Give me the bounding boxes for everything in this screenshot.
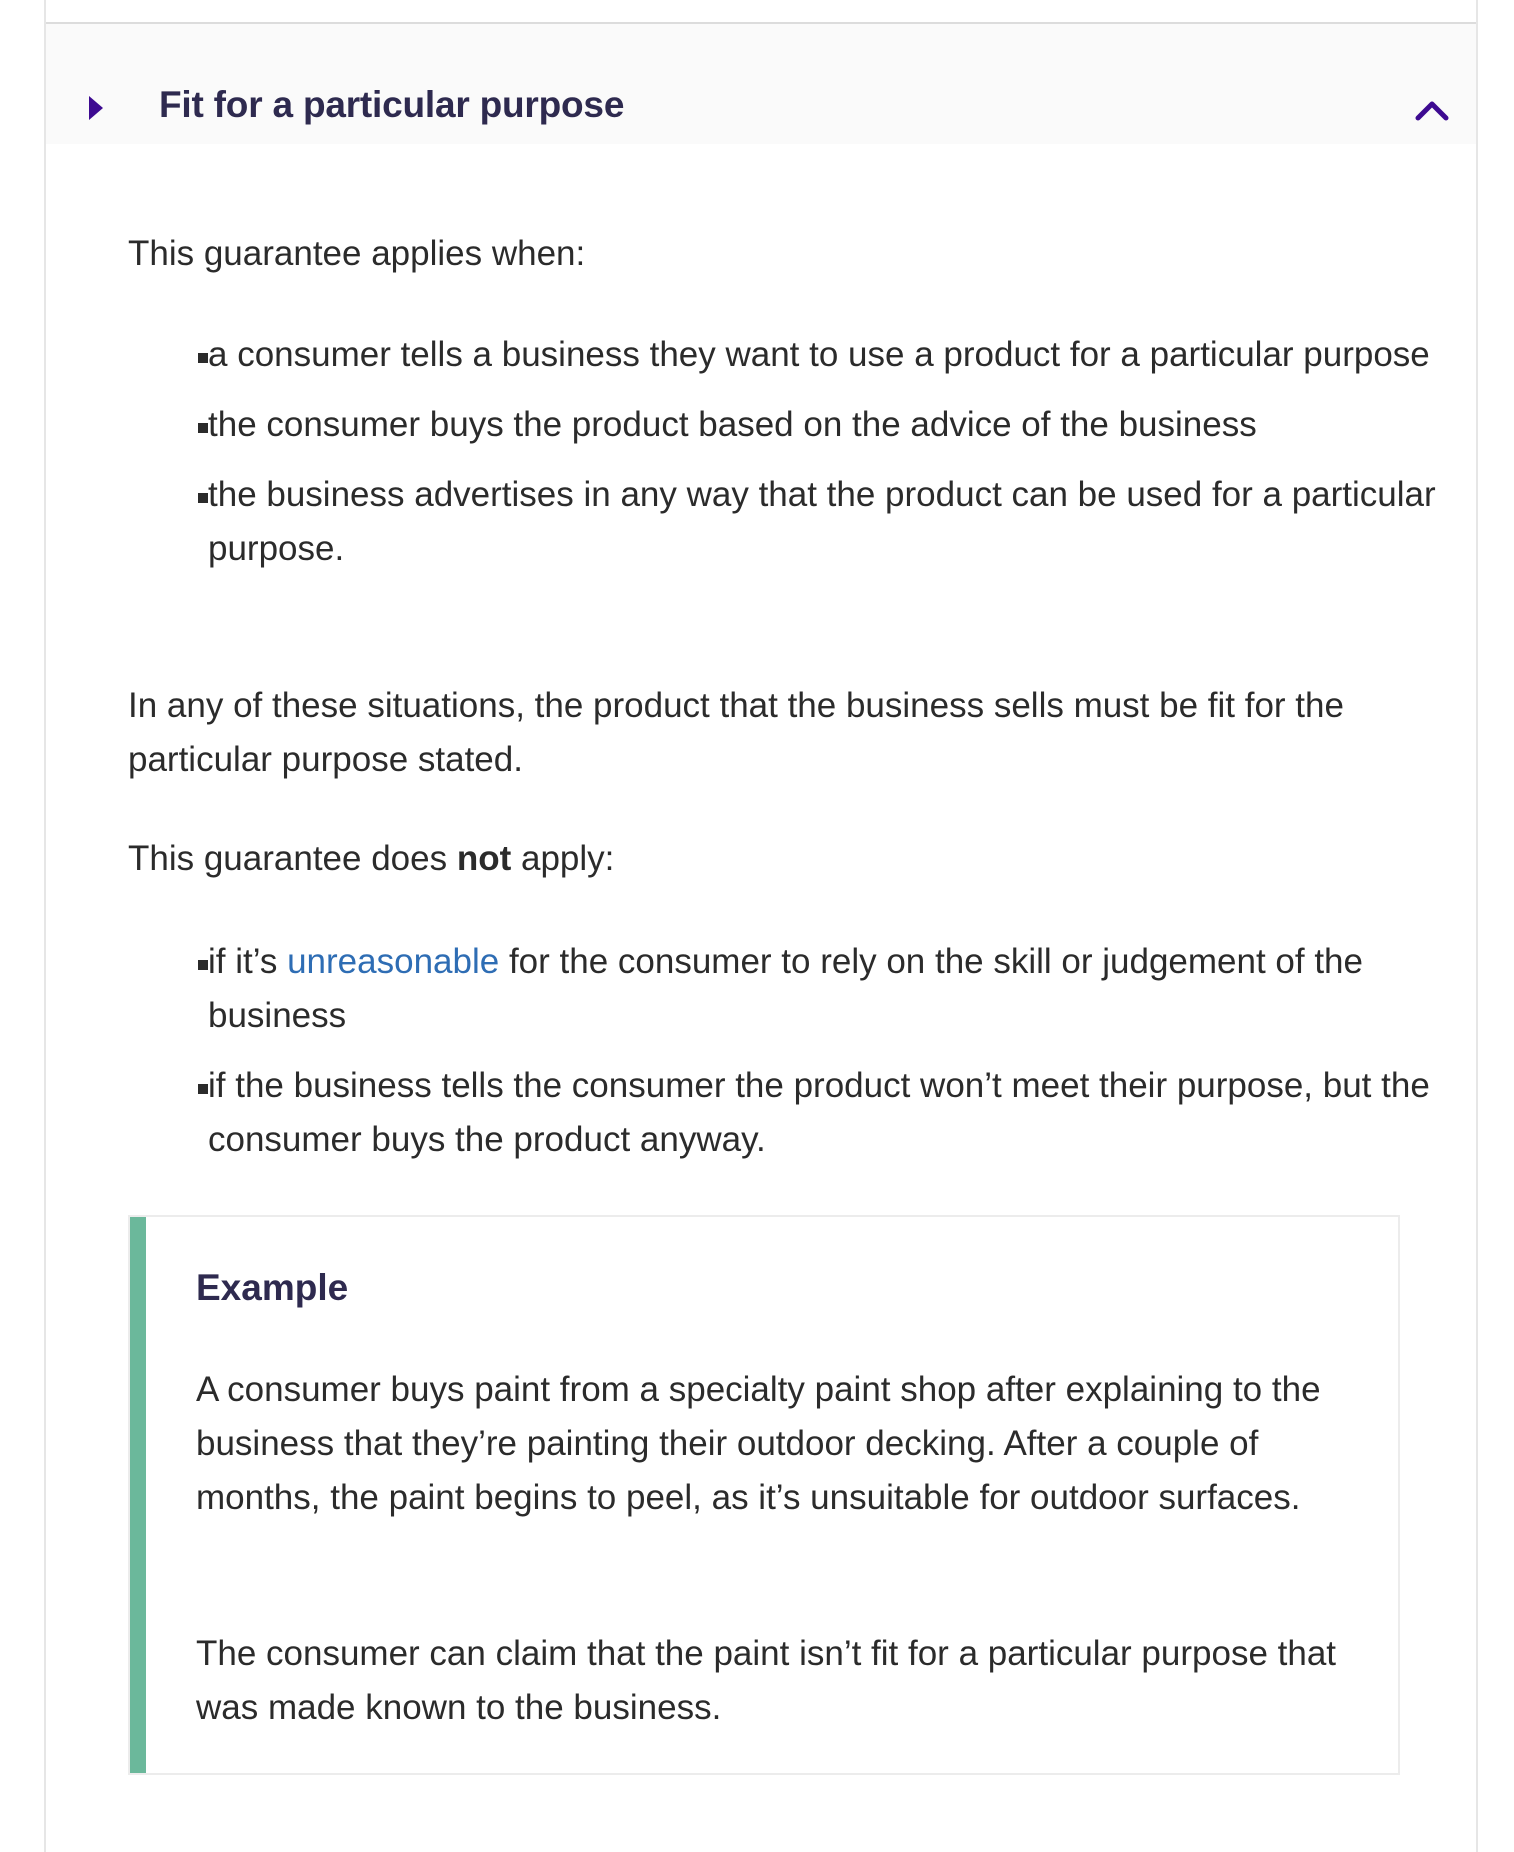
list-item-text: the consumer buys the product based on the advice of the business: [208, 405, 1257, 444]
example-paragraph-1: A consumer buys paint from a specialty paint shop after explaining to the business that they’re painting their outdoor decking. After a couple of months, the paint begins to peel, as it’s unsuitable for outdoor surfaces.: [196, 1370, 1321, 1517]
list-item-text-after: for the consumer to rely on the skill or judgement of the business: [208, 942, 1363, 1035]
list-item: [128, 935, 1448, 1043]
list-item-text: the business advertises in any way that the product can be used for a particular purpose.: [208, 475, 1436, 568]
example-callout: [128, 1215, 1400, 1775]
list-item-text-before: if it’s: [208, 942, 288, 981]
bullet-icon: [198, 960, 208, 970]
accordion-title[interactable]: Fit for a particular purpose: [159, 84, 625, 125]
not-apply-before: This guarantee does: [128, 839, 457, 878]
applies-list: [128, 328, 1448, 576]
list-item: [128, 468, 1448, 576]
bullet-icon: [198, 493, 208, 503]
accordion-panel: [44, 0, 1478, 1852]
list-item-text: if the business tells the consumer the product won’t meet their purpose, but the consumer buys the product anyway.: [208, 1066, 1430, 1159]
not-apply-list: [128, 935, 1448, 1167]
situations-text: In any of these situations, the product that the business sells must be fit for the particular purpose stated.: [128, 686, 1344, 779]
chevron-up-icon[interactable]: [1412, 96, 1452, 124]
not-apply-after: apply:: [511, 839, 615, 878]
bullet-icon: [198, 1084, 208, 1094]
caret-right-icon: [89, 96, 103, 120]
unreasonable-link[interactable]: unreasonable: [287, 942, 500, 981]
list-item-text: a consumer tells a business they want to use a product for a particular purpose: [208, 335, 1430, 374]
not-apply-heading: [128, 832, 1448, 886]
example-title: Example: [196, 1267, 349, 1308]
intro-text: This guarantee applies when:: [128, 234, 586, 273]
bullet-icon: [198, 423, 208, 433]
list-item: [128, 398, 1448, 452]
list-item: [128, 328, 1448, 382]
accordion-header[interactable]: [46, 24, 1476, 144]
example-accent-bar: [130, 1217, 146, 1773]
example-paragraph-2: The consumer can claim that the paint isn’t fit for a particular purpose that was made known to the business.: [196, 1634, 1337, 1727]
bullet-icon: [198, 353, 208, 363]
not-apply-emphasis: not: [456, 839, 512, 878]
list-item: [128, 1059, 1448, 1167]
